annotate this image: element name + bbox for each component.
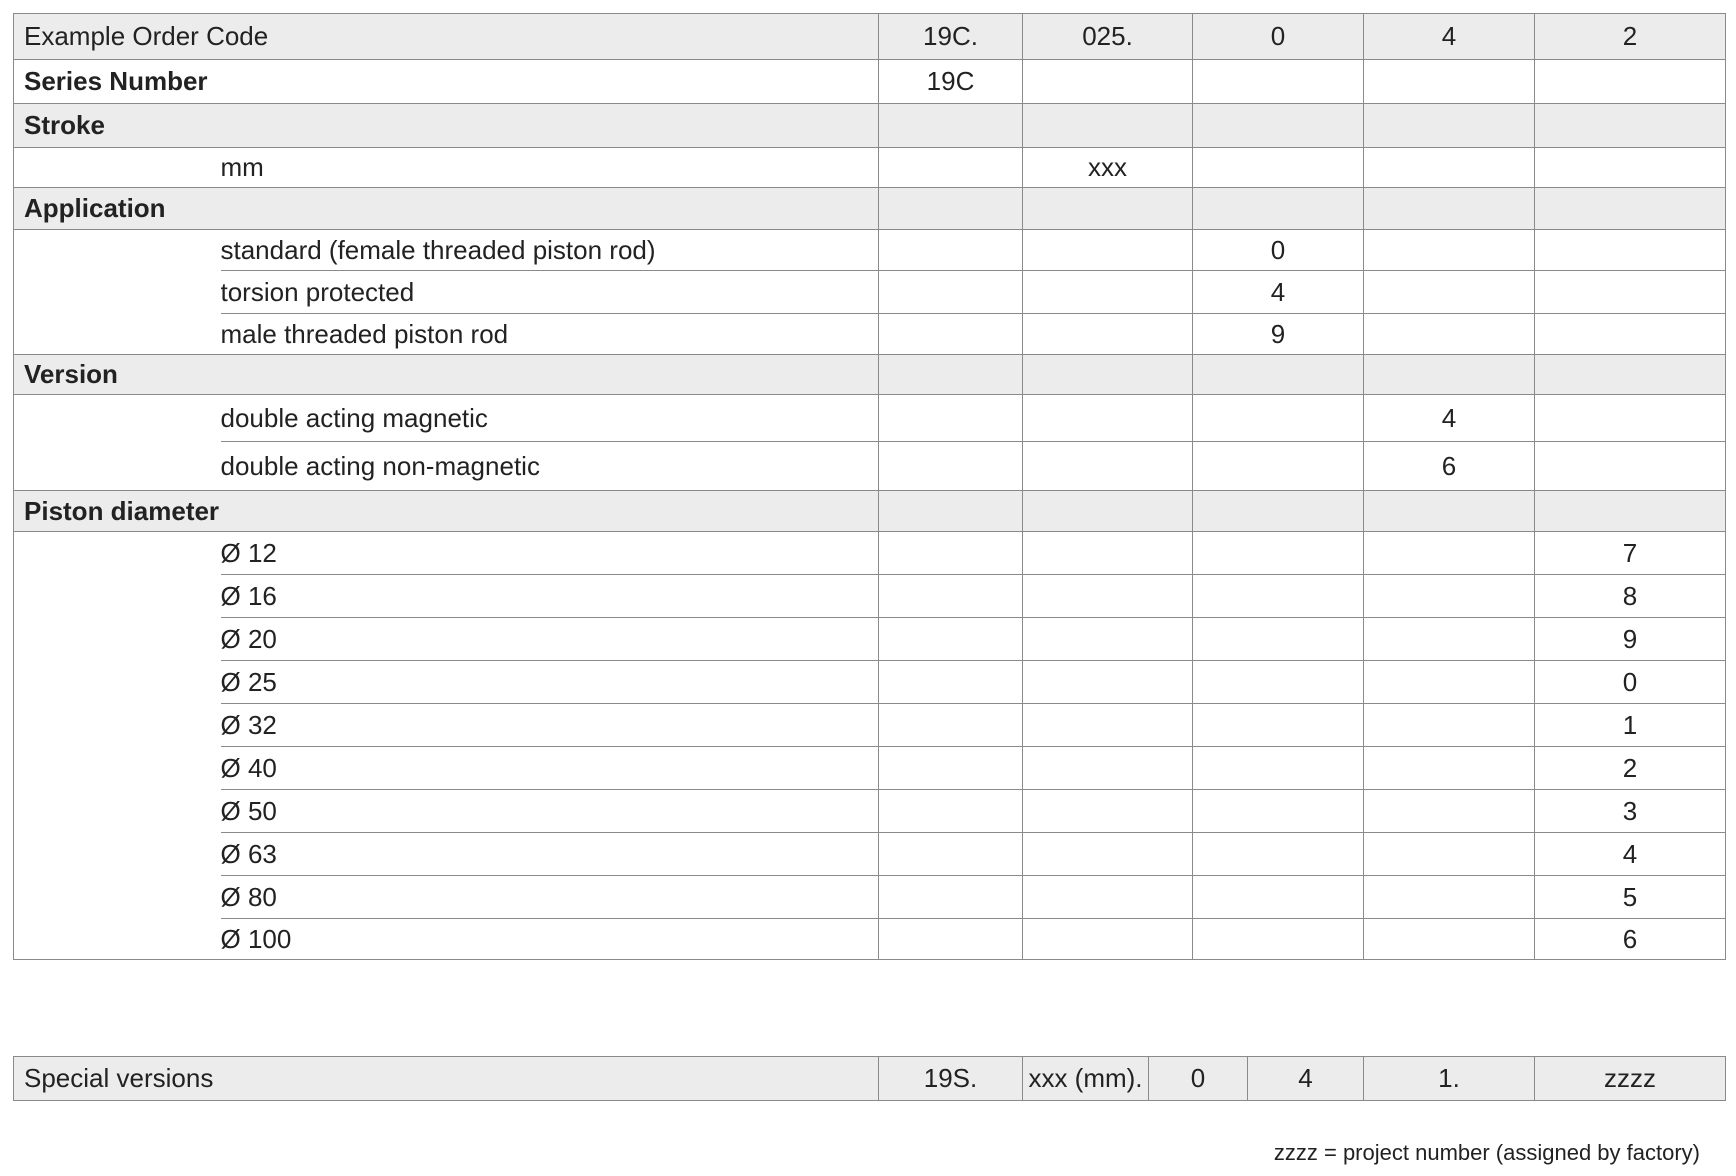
series-number-label: Series Number (14, 60, 879, 104)
piston-option-label: Ø 32 (221, 704, 879, 747)
piston-option-label: Ø 63 (221, 833, 879, 876)
application-option-code: 9 (1193, 314, 1364, 355)
piston-option-row (14, 661, 1726, 704)
piston-option-row (14, 790, 1726, 833)
version-option-code: 4 (1364, 395, 1535, 442)
project-number-footnote: zzzz = project number (assigned by factory) (1273, 1140, 1700, 1165)
order-code-version: 4 (1364, 14, 1535, 60)
application-option-row (14, 271, 1726, 314)
series-number-value: 19C (879, 60, 1023, 104)
piston-option-code: 1 (1535, 704, 1726, 747)
piston-option-row (14, 919, 1726, 960)
special-code-piston: 1. (1364, 1057, 1535, 1101)
piston-diameter-section-header (14, 491, 1726, 532)
version-option-code: 6 (1364, 442, 1535, 491)
order-code-series: 19C. (879, 14, 1023, 60)
special-code-project: zzzz (1535, 1057, 1726, 1101)
piston-option-label: Ø 12 (221, 532, 879, 575)
piston-option-row (14, 532, 1726, 575)
piston-option-row (14, 618, 1726, 661)
example-order-code-row (14, 14, 1726, 60)
special-versions-label: Special versions (14, 1057, 879, 1101)
piston-option-label: Ø 50 (221, 790, 879, 833)
piston-option-row (14, 575, 1726, 618)
version-option-row (14, 395, 1726, 442)
special-code-stroke: xxx (mm). (1023, 1057, 1149, 1101)
version-option-label: double acting non-magnetic (221, 442, 879, 491)
version-option-label: double acting magnetic (221, 395, 879, 442)
application-option-label: torsion protected (221, 271, 879, 314)
example-order-code-label: Example Order Code (14, 14, 879, 60)
piston-option-label: Ø 40 (221, 747, 879, 790)
version-label: Version (14, 355, 879, 395)
stroke-section-header (14, 104, 1726, 148)
application-option-label: standard (female threaded piston rod) (221, 230, 879, 271)
piston-option-label: Ø 25 (221, 661, 879, 704)
stroke-option-row (14, 148, 1726, 188)
piston-option-code: 9 (1535, 618, 1726, 661)
order-code-stroke: 025. (1023, 14, 1193, 60)
application-section-header (14, 188, 1726, 230)
piston-option-label: Ø 20 (221, 618, 879, 661)
special-code-version: 4 (1248, 1057, 1364, 1101)
version-section-header (14, 355, 1726, 395)
application-option-row (14, 230, 1726, 271)
application-label: Application (14, 188, 879, 230)
piston-option-label: Ø 100 (221, 919, 879, 960)
application-option-code: 0 (1193, 230, 1364, 271)
special-code-series: 19S. (879, 1057, 1023, 1101)
piston-option-row (14, 876, 1726, 919)
piston-option-code: 8 (1535, 575, 1726, 618)
piston-option-row (14, 704, 1726, 747)
application-option-label: male threaded piston rod (221, 314, 879, 355)
piston-diameter-label: Piston diameter (14, 491, 879, 532)
piston-option-code: 2 (1535, 747, 1726, 790)
piston-option-code: 0 (1535, 661, 1726, 704)
order-code-application: 0 (1193, 14, 1364, 60)
piston-option-code: 7 (1535, 532, 1726, 575)
piston-option-code: 4 (1535, 833, 1726, 876)
piston-option-label: Ø 16 (221, 575, 879, 618)
stroke-label: Stroke (14, 104, 879, 148)
piston-option-row (14, 833, 1726, 876)
special-code-application: 0 (1149, 1057, 1248, 1101)
stroke-unit-label: mm (221, 148, 879, 188)
special-versions-row (14, 1057, 1726, 1101)
series-number-row (14, 60, 1726, 104)
version-option-row (14, 442, 1726, 491)
application-option-code: 4 (1193, 271, 1364, 314)
piston-option-label: Ø 80 (221, 876, 879, 919)
piston-option-code: 3 (1535, 790, 1726, 833)
stroke-value: xxx (1023, 148, 1193, 188)
piston-option-code: 6 (1535, 919, 1726, 960)
application-option-row (14, 314, 1726, 355)
order-code-table (13, 13, 1726, 960)
special-versions-table (13, 1056, 1726, 1101)
order-code-piston: 2 (1535, 14, 1726, 60)
piston-option-row (14, 747, 1726, 790)
piston-option-code: 5 (1535, 876, 1726, 919)
